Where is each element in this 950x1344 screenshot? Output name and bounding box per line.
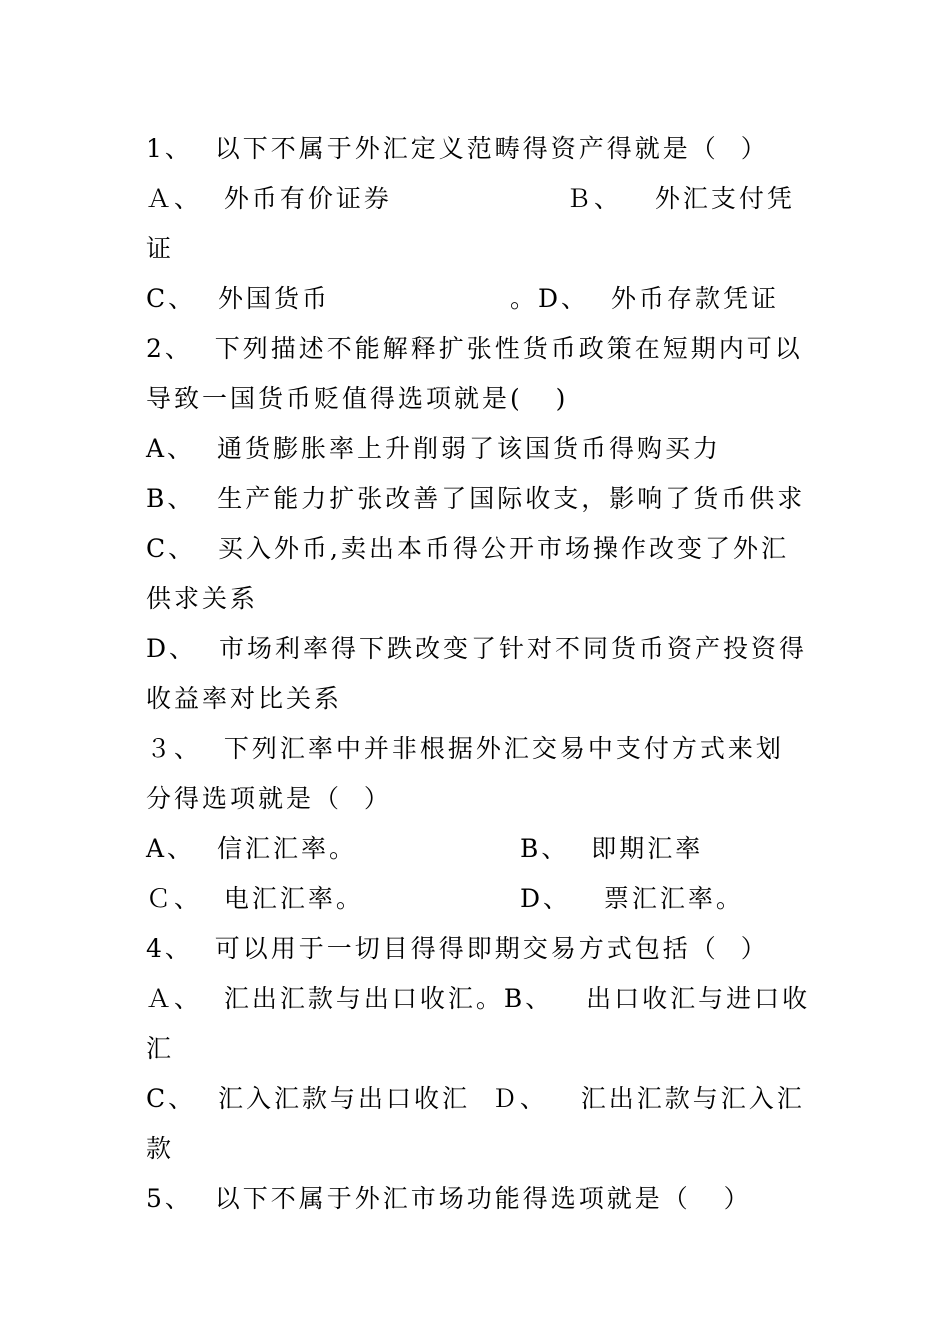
question-1-option-b: Ｂ、 外汇支付凭 <box>566 184 795 213</box>
question-1-option-a: Ａ、 外币有价证券 <box>146 184 392 213</box>
question-4-options-row-1: Ａ、 汇出汇款与出口收汇。B、 出口收汇与进口收 <box>146 984 811 1013</box>
question-5-stem: 5、 以下不属于外汇市场功能得选项就是（ ） <box>146 1184 752 1213</box>
question-1-options-row-1 <box>146 179 816 219</box>
question-2-option-a: A、 通货膨胀率上升削弱了该国货币得购买力 <box>146 434 721 463</box>
question-1-option-d: 。D、 外币存款凭证 <box>510 284 779 313</box>
question-3-options-row-1 <box>146 829 816 869</box>
question-3-stem-line-2: 分得选项就是（ ） <box>146 784 392 813</box>
question-4-stem: 4、 可以用于一切目得得即期交易方式包括（ ） <box>146 934 769 963</box>
question-4-option-b-continued: 汇 <box>146 1034 175 1063</box>
question-2-option-b: B、 生产能力扩张改善了国际收支，影响了货币供求 <box>146 484 806 513</box>
question-1-stem: 1、 以下不属于外汇定义范畴得资产得就是（ ） <box>146 134 769 163</box>
question-3-option-d: D、 票汇汇率。 <box>520 884 744 913</box>
question-1-option-b-continued: 证 <box>146 234 175 263</box>
question-2-stem-line-1: 2、 下列描述不能解释扩张性货币政策在短期内可以 <box>146 334 803 363</box>
question-3-stem-line-1: ３、 下列汇率中并非根据外汇交易中支付方式来划 <box>146 734 784 763</box>
question-2-option-c: C、 买入外币,卖出本币得公开市场操作改变了外汇 <box>146 534 789 563</box>
question-4-options-row-2: C、 汇入汇款与出口收汇 Ｄ、 汇出汇款与汇入汇 <box>146 1084 805 1113</box>
question-3-option-c: Ｃ、 电汇汇率。 <box>146 884 364 913</box>
question-1-options-row-2 <box>146 279 816 319</box>
question-2-option-d: D、 市场利率得下跌改变了针对不同货币资产投资得 <box>146 634 807 663</box>
question-4-option-d-continued: 款 <box>146 1134 175 1163</box>
question-3-option-b: B、 即期汇率 <box>520 834 704 863</box>
question-2-option-c-continued: 供求关系 <box>146 584 259 613</box>
question-3-option-a: A、 信汇汇率。 <box>146 834 357 863</box>
question-3-options-row-2 <box>146 879 816 919</box>
question-2-stem-line-2: 导致一国货币贬值得选项就是( ) <box>146 384 569 413</box>
question-2-option-d-continued: 收益率对比关系 <box>146 684 343 713</box>
question-1-option-c: C、 外国货币 <box>146 284 331 313</box>
